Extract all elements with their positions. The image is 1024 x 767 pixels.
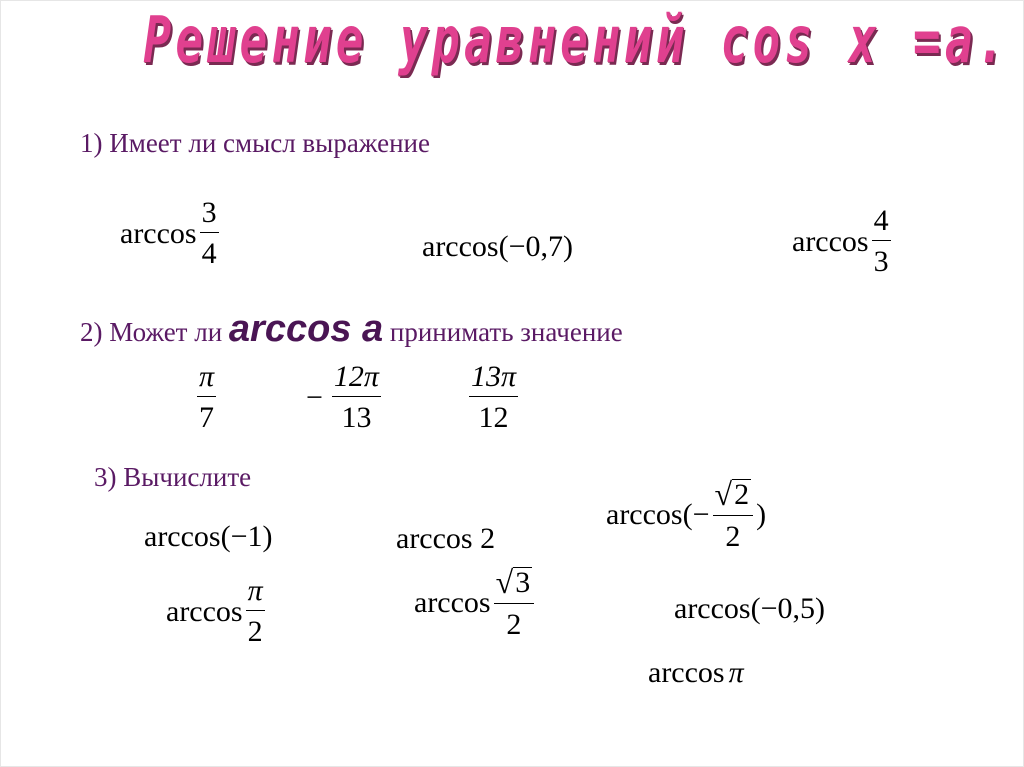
expr-arccos-neg-sqrt2-2 <box>606 478 766 552</box>
denominator: 12 <box>478 401 509 434</box>
fraction <box>713 478 754 552</box>
radical-sign: √ <box>714 476 733 512</box>
denominator: 4 <box>201 237 217 270</box>
minus-sign: − <box>306 380 323 414</box>
radical-sign: √ <box>495 564 514 600</box>
label-emphasis: arccos a <box>228 308 384 350</box>
expr-prefix: arccos(− <box>606 498 710 531</box>
expr-arccos-4-3 <box>792 206 894 277</box>
expr-suffix: ) <box>756 498 767 531</box>
expr-text: arccos 2 <box>396 522 496 555</box>
expr-arccos-sqrt3-2 <box>414 566 537 640</box>
denominator: 13 <box>341 401 372 434</box>
denominator: 7 <box>199 401 215 434</box>
expr-arccos-pi-2 <box>166 576 268 647</box>
denominator: 2 <box>725 520 741 553</box>
fraction <box>197 362 216 433</box>
slide-title: Решение уравнений cos x =a. <box>143 4 1010 78</box>
expr-arccos-neg-0-5 <box>674 592 825 626</box>
numerator: 4 <box>873 204 889 237</box>
expr-text: arccos(−0,7) <box>422 230 574 263</box>
numerator <box>713 478 754 515</box>
expr-arccos-neg-1 <box>144 520 273 554</box>
numerator: π <box>247 574 263 607</box>
numerator <box>494 566 535 603</box>
denominator: 2 <box>247 615 263 648</box>
fn-label: arccos <box>414 586 491 619</box>
denominator: 2 <box>506 608 522 641</box>
sqrt <box>715 478 752 510</box>
fn-label: arccos <box>166 594 243 628</box>
fraction <box>332 362 381 433</box>
value-13pi-12 <box>466 362 521 433</box>
fraction <box>200 198 219 269</box>
question-1-label: 1) Имеет ли смысл выражение <box>80 128 430 158</box>
numerator: 13π <box>471 360 517 393</box>
label-before: 2) Может ли <box>80 317 229 347</box>
fraction <box>872 206 891 277</box>
question-3-label: 3) Вычислите <box>94 462 252 492</box>
fraction <box>246 576 265 647</box>
fraction <box>494 566 535 640</box>
sqrt <box>496 566 533 598</box>
denominator: 3 <box>873 245 889 278</box>
numerator: π <box>199 360 215 393</box>
argument-pi: π <box>728 656 744 689</box>
expr-arccos-neg-0-7 <box>422 230 573 264</box>
radicand: 2 <box>734 478 750 511</box>
radicand: 3 <box>515 566 531 599</box>
numerator: 12π <box>333 360 379 393</box>
expr-arccos-3-4 <box>120 198 222 269</box>
fn-label: arccos <box>120 216 197 250</box>
label-after: принимать значение <box>383 317 623 347</box>
expr-arccos-2 <box>396 522 495 556</box>
expr-text: arccos(−1) <box>144 520 273 553</box>
value-pi-7 <box>194 362 219 433</box>
question-2-label <box>80 308 623 351</box>
expr-arccos-pi <box>648 656 744 690</box>
numerator: 3 <box>201 196 217 229</box>
fn-label: arccos <box>792 224 869 258</box>
expr-text: arccos(−0,5) <box>674 592 826 625</box>
value-neg-12pi-13 <box>306 362 384 433</box>
fraction <box>469 362 518 433</box>
fn-label: arccos <box>648 656 725 689</box>
